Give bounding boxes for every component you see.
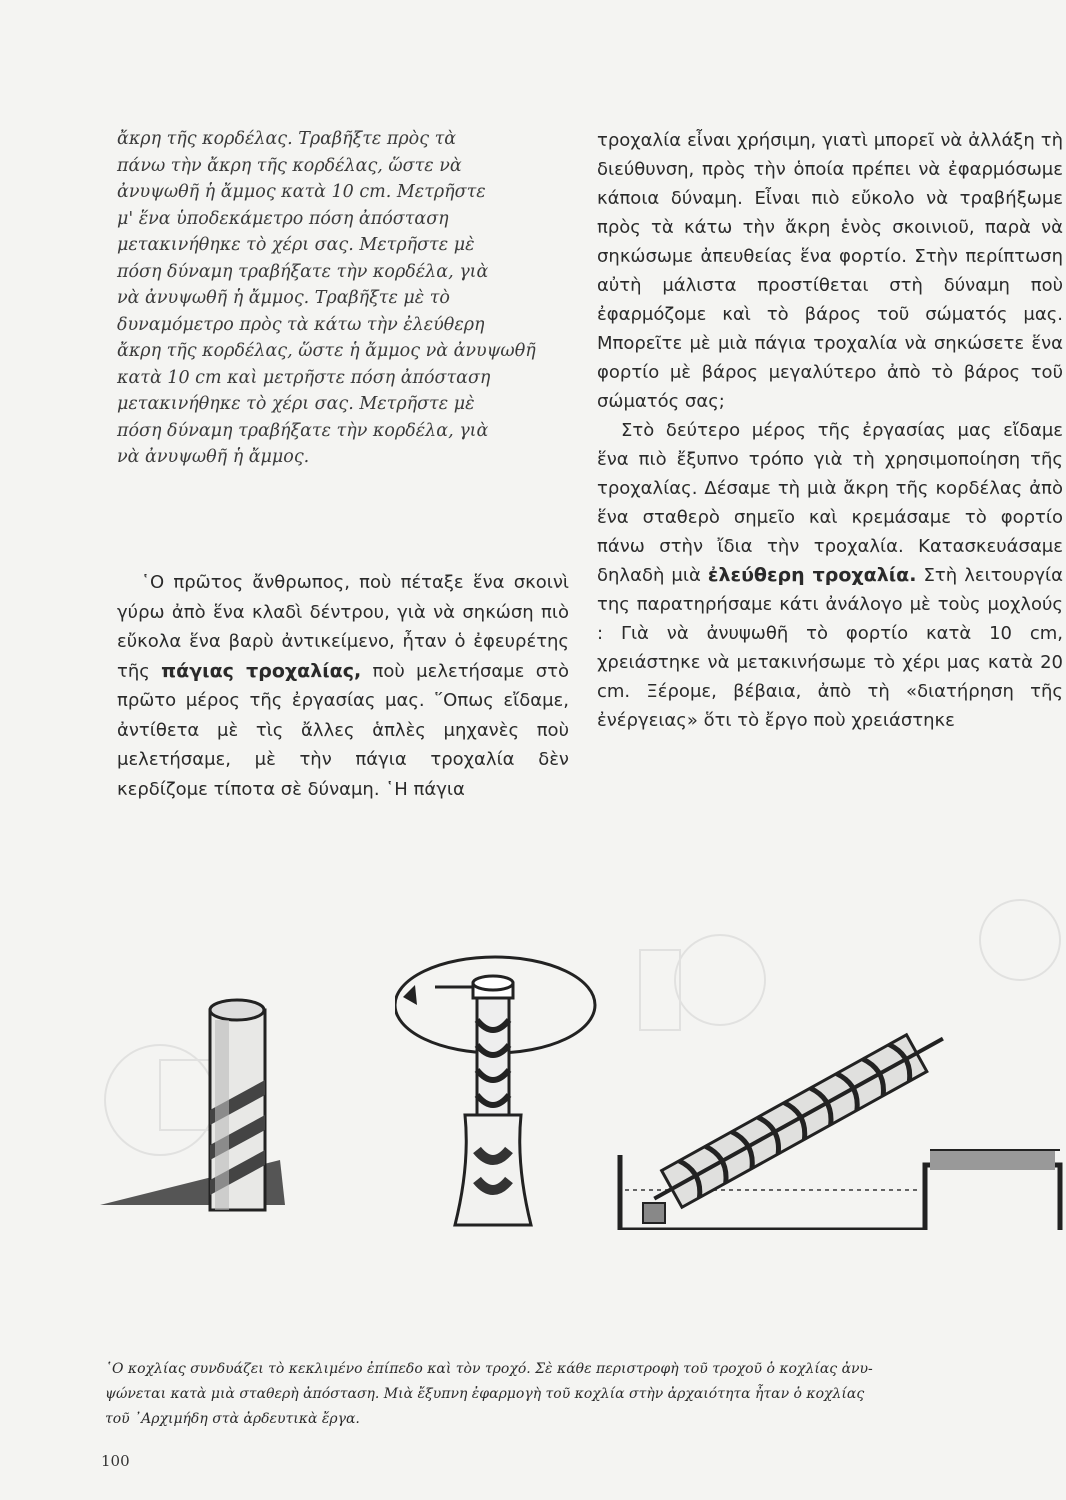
screw-jack-figure — [395, 945, 610, 1230]
instruction-line: μετακινήθηκε τὸ χέρι σας. Μετρῆστε μὲ — [117, 235, 475, 255]
experiment-instructions — [117, 126, 567, 471]
instruction-line: μ' ἕνα ὑποδεκάμετρο πόση ἀπόσταση — [117, 208, 449, 229]
body-text: ποὺ μελετήσαμε στὸ πρῶτο μέρος τῆς ἐργασίας μας. ῞Οπως εἴδαμε, ἀντίθετα μὲ τὶς ἄλλες ἁπλὲς μηχανὲς ποὺ μελετήσαμε, μὲ τὴν πάγια τροχαλία δὲν κερδίζομε τίποτα σὲ δύναμη. ῾Η πάγια — [117, 660, 569, 800]
pulley-paragraph-2 — [597, 416, 1063, 735]
pulley-paragraph-1: τροχαλία εἶναι χρήσιμη, γιατὶ μπορεῖ νὰ ἀλλάξη τὴ διεύθυνση, πρὸς τὴν ὁποία πρέπει νὰ ἐφαρμόσωμε κάποια δύναμη. Εἶναι πιὸ εὔκολο νὰ τραβήξωμε πρὸς τὰ κάτω τὴν ἄκρη ἑνὸς σκοινιοῦ, παρὰ νὰ σηκώσωμε ἀπευθείας ἕνα φορτίο. Στὴν περίπτωση αὐτὴ μάλιστα προστίθεται στὴ δύναμη ποὺ ἐφαρμόζομε καὶ τὸ βάρος τοῦ σώματός μας. Μπορεῖτε μὲ μιὰ πάγια τροχαλία νὰ σηκώσετε ἕνα φορτίο μὲ βάρος μεγαλύτερο ἀπὸ τὸ βάρος τοῦ σώματός σας; — [597, 130, 1063, 412]
fixed-pulley-paragraph — [117, 568, 569, 804]
instruction-line: πόση δύναμη τραβήξατε τὴν κορδέλα, γιὰ — [117, 261, 489, 282]
right-column — [597, 126, 1063, 735]
body-text: Στὸ δεύτερο μέρος τῆς ἐργασίας μας εἴδαμε ἕνα πιὸ ἔξυπνο τρόπο γιὰ τὴ χρησιμοποίηση τῆς τροχαλίας. Δέσαμε τὴ μιὰ ἄκρη τῆς κορδέλας ἀπὸ ἕνα σταθερὸ σημεῖο καὶ κρεμάσαμε τὸ φορτίο πάνω στὴν ἴδια τὴν τροχαλία. Κατασκευάσαμε δηλαδὴ μιὰ — [597, 420, 1063, 586]
instruction-line: πάνω τὴν ἄκρη τῆς κορδέλας, ὥστε νὰ — [117, 155, 462, 176]
figure-caption — [105, 1357, 1066, 1432]
instruction-line: κατὰ 10 cm καὶ μετρῆστε πόση ἀπόσταση — [117, 367, 491, 388]
body-text: Στὴ λειτουργία της παρατηρήσαμε κάτι ἀνάλογο μὲ τοὺς μοχλούς : Γιὰ νὰ ἀνυψωθῆ τὸ φορτίο κατὰ 10 cm, χρειάστηκε νὰ μετακινήσωμε τὸ χέρι μας κατὰ 20 cm. Ξέρομε, βέβαια, ἀπὸ τὴ «διατήρηση τῆς ἐνέργειας» ὅτι τὸ ἔργο ποὺ χρειάστηκε — [597, 565, 1063, 731]
caption-line: ῾Ο κοχλίας συνδυάζει τὸ κεκλιμένο ἐπίπεδο καὶ τὸν τροχό. Σὲ κάθε περιστροφὴ τοῦ τροχοῦ ὁ κοχλίας ἀνυ- — [105, 1361, 873, 1377]
archimedes-screw-figure — [615, 1015, 1066, 1230]
fixed-pulley-term: πάγιας τροχαλίας, — [161, 659, 362, 682]
instruction-line: δυναμόμετρο πρὸς τὰ κάτω τὴν ἐλεύθερη — [117, 314, 485, 335]
instruction-line: νὰ ἀνυψωθῆ ἡ ἄμμος. Τραβῆξτε μὲ τὸ — [117, 288, 450, 308]
instruction-line: μετακινήθηκε τὸ χέρι σας. Μετρῆστε μὲ — [117, 394, 475, 414]
body-text: ῾Ο πρῶτος ἄνθρωπος, ποὺ πέταξε ἕνα σκοινὶ γύρω ἀπὸ ἕνα κλαδὶ δέντρου, γιὰ νὰ σηκώση πιὸ εὔκολα ἕνα βαρὺ ἀντικείμενο, ἦταν ὁ ἐφευρέτης τῆς — [117, 572, 569, 682]
screw-illustrations — [95, 930, 1066, 1230]
caption-line: ψώνεται κατὰ μιὰ σταθερὴ ἀπόσταση. Μιὰ ἔξυπνη ἐφαρμογὴ τοῦ κοχλία στὴν ἀρχαιότητα ἦταν ὁ κοχλίας — [105, 1386, 865, 1402]
instruction-line: ἀνυψωθῆ ἡ ἄμμος κατὰ 10 cm. Μετρῆστε — [117, 182, 486, 202]
inclined-plane-cylinder-figure — [95, 930, 295, 1220]
free-pulley-term: ἐλεύθερη τροχαλία. — [707, 564, 917, 586]
instruction-line: ἄκρη τῆς κορδέλας. Τραβῆξτε πρὸς τὰ — [117, 129, 457, 149]
instruction-line: πόση δύναμη τραβήξατε τὴν κορδέλα, γιὰ — [117, 420, 489, 441]
instruction-line: νὰ ἀνυψωθῆ ἡ ἄμμος. — [117, 447, 310, 467]
instruction-line: ἄκρη τῆς κορδέλας, ὥστε ἡ ἄμμος νὰ ἀνυψωθῆ — [117, 341, 536, 361]
page-number: 100 — [101, 1452, 130, 1470]
caption-line: τοῦ ᾿Αρχιμήδη στὰ ἀρδευτικὰ ἔργα. — [105, 1411, 360, 1427]
